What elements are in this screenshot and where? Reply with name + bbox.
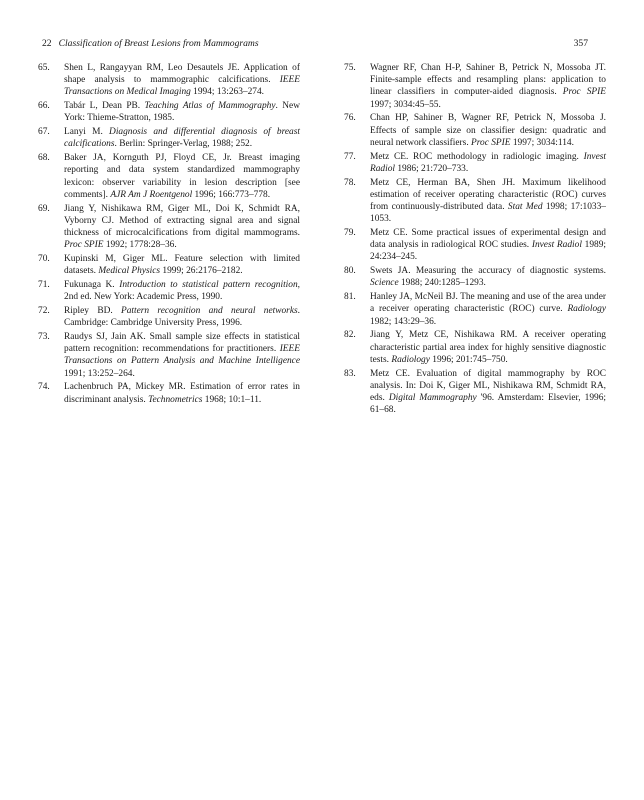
reference-item [344, 291, 606, 328]
reference-text: Lachenbruch PA, Mickey MR. Estimation of error rates in discriminant analysis. [64, 382, 300, 405]
reference-number: 75. [344, 63, 356, 73]
reference-text: Lanyi M. [64, 127, 110, 138]
reference-number: 65. [38, 63, 50, 73]
reference-item [38, 279, 300, 303]
reference-source: Teaching Atlas of Mammography [144, 101, 276, 112]
reference-details: , 2nd ed. New York: Academic Press, 1990. [64, 280, 300, 303]
reference-details: 1999; 26:2176–2182. [160, 266, 243, 277]
reference-number: 76. [344, 113, 356, 124]
running-header-left [42, 38, 259, 49]
reference-details: . Cambridge: Cambridge University Press, 1996. [64, 306, 300, 329]
chapter-title: Classification of Breast Lesions from Mammograms [58, 38, 259, 49]
reference-source: Invest Radiol [370, 151, 606, 174]
reference-details: 1994; 13:263–274. [190, 87, 265, 98]
reference-text: Hanley JA, McNeil BJ. The meaning and use of the area under a receiver operating characteristic (ROC) curve. [370, 292, 606, 315]
reference-text: Jiang Y, Metz CE, Nishikawa RM. A receiver operating characteristic partial area index for highly sensitive diagnostic tests. [370, 330, 606, 365]
reference-source: Proc SPIE [471, 137, 511, 148]
reference-text: Metz CE, Herman BA, Shen JH. Maximum likelihood estimation of receiver operating characteristic (ROC) curves from continuously-distributed data. [370, 177, 606, 213]
reference-text: Chan HP, Sahiner B, Wagner RF, Petrick N, Mossoba J. Effects of sample size on classifier design: quadratic and neural network classifiers. [370, 113, 606, 148]
reference-source: Invest Radiol [531, 240, 582, 251]
reference-source: Science [370, 278, 399, 289]
reference-number: 80. [344, 266, 356, 277]
reference-text: Swets JA. Measuring the accuracy of diagnostic systems. [370, 266, 606, 277]
reference-text: Raudys SJ, Jain AK. Small sample size effects in statistical pattern recognition: recommendations for practitioners. [64, 332, 300, 355]
reference-number: 69. [38, 203, 50, 214]
reference-text: Tabár L, Dean PB. [64, 101, 145, 112]
reference-item [38, 381, 300, 405]
reference-item [38, 62, 300, 99]
reference-text: Fukunaga K. [64, 280, 120, 291]
reference-item [38, 305, 300, 329]
page-number: 357 [573, 38, 588, 49]
reference-source: Radiology [567, 304, 606, 315]
reference-details: 1992; 1778:28–36. [103, 240, 177, 251]
reference-item [344, 177, 606, 226]
reference-number: 68. [38, 153, 50, 164]
reference-details: 1988; 240:1285–1293. [398, 278, 486, 289]
reference-source: Technometrics [148, 394, 203, 405]
reference-details: . New York: Thieme-Stratton, 1985. [64, 101, 300, 124]
reference-text: Shen L, Rangayyan RM, Leo Desautels JE. Application of shape analysis to mammographic calcifications. [64, 63, 300, 86]
reference-item [38, 253, 300, 277]
reference-number: 67. [38, 127, 50, 138]
reference-text: Metz CE. Evaluation of digital mammography by ROC analysis. In: Doi K, Giger ML, Nishikawa RM, Schmidt RA, eds. [370, 368, 606, 404]
reference-source: Proc SPIE [64, 240, 104, 251]
reference-item [38, 203, 300, 252]
reference-source: Radiology [391, 354, 430, 365]
reference-item [38, 126, 300, 150]
reference-number: 66. [38, 101, 50, 112]
reference-source: Pattern recognition and neural networks [121, 306, 298, 317]
reference-details: 1982; 143:29–36. [370, 316, 437, 327]
reference-item [344, 112, 606, 149]
reference-text: Metz CE. ROC methodology in radiologic imaging. [370, 151, 584, 162]
reference-number: 83. [344, 368, 356, 379]
reference-item [344, 368, 606, 417]
reference-number: 78. [344, 177, 356, 188]
reference-details: . Berlin: Springer-Verlag, 1988; 252. [114, 139, 253, 150]
reference-details: 1998; 17:1033–1053. [370, 202, 606, 225]
references-right-column [344, 62, 606, 418]
reference-item [344, 227, 606, 264]
reference-source: Medical Physics [98, 266, 161, 277]
reference-item [344, 151, 606, 175]
reference-item [344, 62, 606, 111]
reference-text: Baker JA, Kornguth PJ, Floyd CE, Jr. Breast imaging reporting and data system standardized mammography lexicon: observer variability in lesion description [see comments]. [64, 153, 300, 200]
reference-item [344, 329, 606, 366]
reference-details: 1997; 3034:114. [510, 137, 574, 148]
reference-source: Digital Mammography [388, 393, 477, 404]
reference-number: 77. [344, 151, 356, 162]
reference-item [38, 152, 300, 201]
chapter-number: 22 [42, 38, 52, 49]
reference-number: 73. [38, 332, 50, 343]
reference-item [344, 265, 606, 289]
reference-details: '96. Amsterdam: Elsevier, 1996; 61–68. [370, 393, 606, 416]
reference-number: 70. [38, 254, 50, 265]
reference-details: 1996; 201:745–750. [429, 354, 508, 365]
reference-source: AJR Am J Roentgenol [110, 189, 193, 200]
reference-details: 1986; 21:720–733. [395, 163, 469, 174]
reference-number: 74. [38, 382, 50, 393]
reference-text: Metz CE. Some practical issues of experimental design and data analysis in radiological ROC studies. [370, 228, 606, 251]
reference-source: Proc SPIE [562, 87, 606, 98]
reference-number: 72. [38, 306, 50, 317]
reference-text: Kupinski M, Giger ML. Feature selection with limited datasets. [64, 254, 300, 277]
reference-source: IEEE Transactions on Pattern Analysis and Machine Intelligence [64, 344, 300, 367]
running-header [42, 38, 588, 52]
reference-text: Jiang Y, Nishikawa RM, Giger ML, Doi K, Schmidt RA, Vyborny CJ. Method of extracting signal area and signal thickness of microcalcifications from digital mammograms. [64, 203, 300, 239]
reference-details: 1997; 3034:45–55. [370, 99, 441, 110]
reference-details: 1989; 24:234–245. [370, 240, 607, 263]
reference-item [38, 331, 300, 380]
reference-details: 1996; 166:773–778. [192, 189, 271, 200]
reference-text: Ripley BD. [64, 306, 121, 317]
reference-text: Wagner RF, Chan H-P, Sahiner B, Petrick N, Mossoba JT. Finite-sample effects and resampling plans: application to linear classifiers in computer-aided diagnosis. [370, 63, 606, 98]
references-left-column [38, 62, 300, 407]
reference-source: Stat Med [507, 202, 543, 213]
reference-source: Introduction to statistical pattern recognition [119, 280, 298, 291]
reference-details: 1991; 13:252–264. [64, 368, 135, 379]
reference-details: 1968; 10:1–11. [202, 394, 262, 405]
reference-item [38, 100, 300, 124]
reference-source: Diagnosis and differential diagnosis of breast calcifications [64, 127, 300, 150]
reference-number: 81. [344, 292, 356, 303]
reference-number: 71. [38, 280, 50, 291]
reference-number: 79. [344, 228, 356, 239]
reference-source: IEEE Transactions on Medical Imaging [64, 75, 300, 98]
reference-number: 82. [344, 330, 356, 341]
